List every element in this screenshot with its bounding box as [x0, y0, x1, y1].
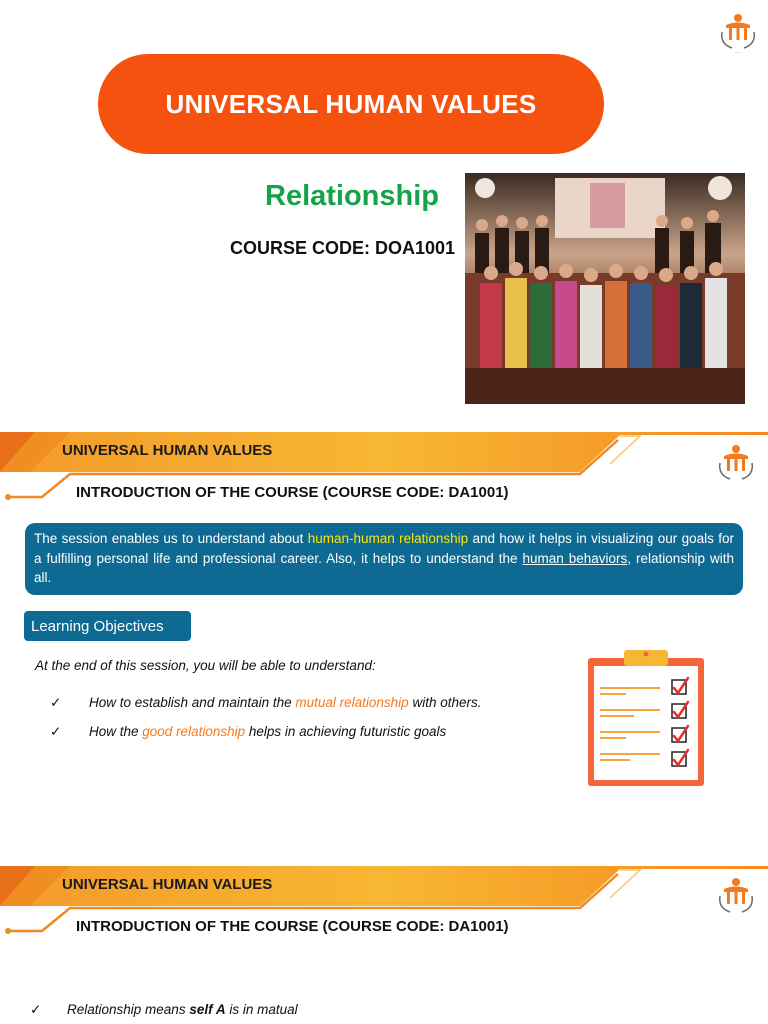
university-logo-icon: [716, 10, 760, 56]
objective-item: [50, 695, 481, 711]
banner-title: UNIVERSAL HUMAN VALUES: [62, 442, 273, 459]
checkmark-icon: ✓: [50, 724, 62, 739]
definition-item: [30, 1002, 298, 1018]
objective-text: How the: [89, 724, 143, 739]
university-logo-icon: [714, 441, 758, 487]
intro-underlined: human behaviors: [522, 550, 628, 566]
university-logo-icon: [714, 874, 758, 920]
slide-banner: [0, 432, 768, 512]
slide-banner: [0, 866, 768, 946]
definition-bold: self A: [189, 1002, 226, 1017]
objective-item: [50, 724, 446, 740]
checkmark-icon: ✓: [30, 1002, 42, 1017]
course-code: COURSE CODE: DOA1001: [230, 238, 456, 258]
banner-title: UNIVERSAL HUMAN VALUES: [62, 876, 273, 893]
svg-text:·····: ·····: [734, 50, 742, 55]
slide-title: UNIVERSAL HUMAN VALUES: [165, 88, 537, 119]
session-intro-box: [25, 523, 743, 595]
definition-text: is in matual: [225, 1002, 298, 1017]
title-banner: [98, 54, 604, 154]
definition-text: Relationship means: [67, 1002, 190, 1017]
objective-text: with others.: [408, 695, 482, 710]
slide-subtitle: Relationship: [265, 180, 440, 212]
objectives-lead-in: At the end of this session, you will be able to understand:: [35, 658, 376, 673]
intro-text: and how it helps in visualizing our goals for a fulfilling personal life and professional career. Also, it helps to understand the: [34, 531, 734, 566]
objective-text: helps in achieving futuristic goals: [245, 724, 447, 739]
intro-text: , relationship with all.: [34, 550, 734, 585]
title-slide: [0, 0, 768, 420]
intro-text: The session enables us to understand about: [34, 531, 308, 546]
group-photo-icon: [465, 173, 745, 404]
checkmark-icon: ✓: [50, 695, 62, 710]
checklist-clipboard-icon: [586, 648, 706, 788]
intro-highlight: human-human relationship: [307, 531, 469, 546]
learning-objectives-tag: Learning Objectives: [24, 611, 191, 641]
objective-highlight: good relationship: [142, 724, 246, 739]
objective-text: How to establish and maintain the: [89, 695, 296, 710]
banner-subtitle: INTRODUCTION OF THE COURSE (COURSE CODE: DA1001): [76, 918, 509, 935]
objective-highlight: mutual relationship: [295, 695, 409, 710]
banner-subtitle: INTRODUCTION OF THE COURSE (COURSE CODE: DA1001): [76, 484, 509, 501]
